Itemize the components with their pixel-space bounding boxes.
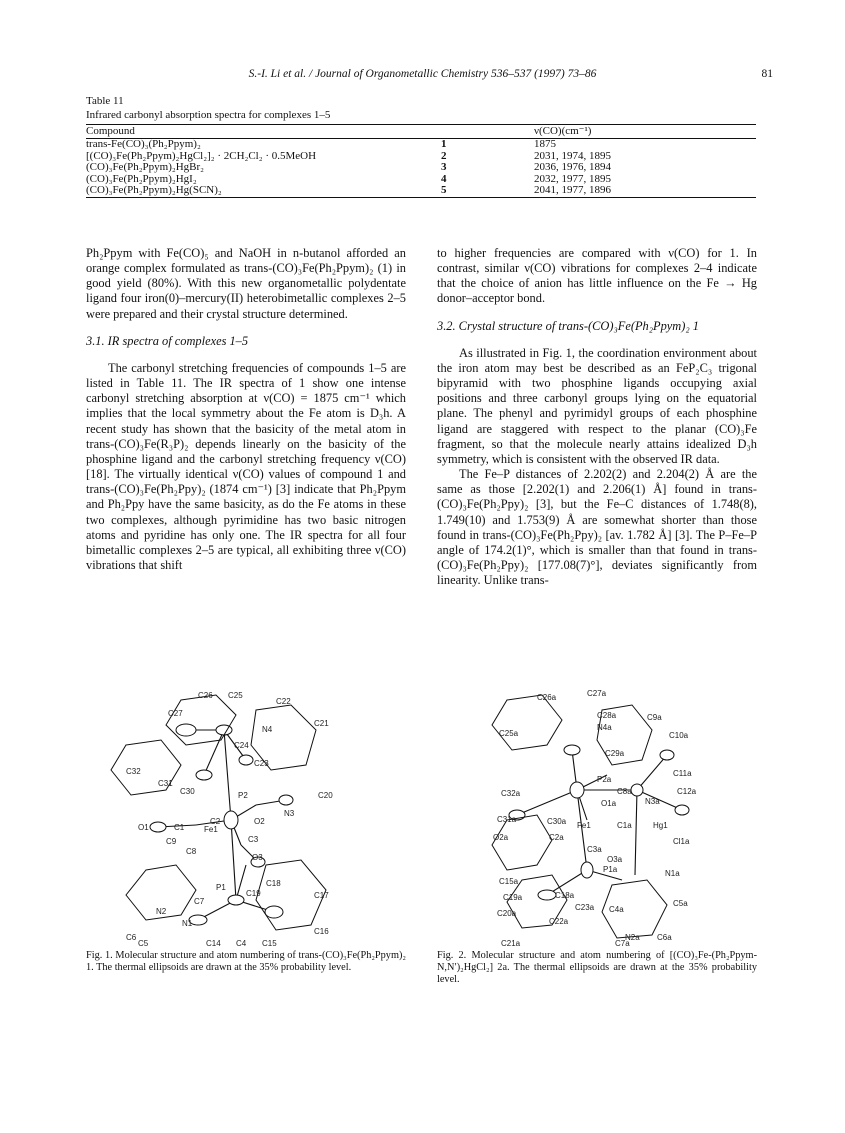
fig1-atom-label: C24 — [234, 741, 249, 750]
table-row — [86, 139, 756, 151]
compound-cell: (CO)₃Fe(Ph₂Ppym)₂Hg(SCN)₂ — [86, 184, 222, 196]
section-heading-3-2: 3.2. Crystal structure of trans-(CO)₃Fe(Ph₂Ppym)₂ 1 — [437, 318, 699, 333]
fig2-atom-label: Cl1a — [673, 837, 690, 846]
fig1-atom-label: P1 — [216, 883, 226, 892]
fig2-atom-label: C30a — [547, 817, 567, 826]
fig1-atom-label: C19 — [246, 889, 261, 898]
atom-labels — [493, 690, 697, 948]
fig1-atom-label: C14 — [206, 939, 221, 948]
fig2-atom-label: C15a — [499, 877, 519, 886]
figure-1-caption: Fig. 1. Molecular structure and atom numbering of trans-(CO)₃Fe(Ph₂Ppym)₂ 1. The thermal ellipsoids are drawn at the 35% probability level. — [86, 950, 406, 973]
fig1-atom-label: C32 — [126, 767, 141, 776]
fig2-atom-label: C1a — [617, 821, 632, 830]
fig2-atom-label: C6a — [657, 933, 672, 942]
fig2-atom-label: C31a — [497, 815, 517, 824]
fig2-atom-label: C21a — [501, 939, 521, 948]
molecular-structure-2a-diagram — [437, 690, 757, 950]
fig1-atom-label: C25 — [228, 691, 243, 700]
page-number: 81 — [761, 68, 773, 80]
section-heading-3-1: 3.1. IR spectra of complexes 1–5 — [86, 333, 249, 348]
fig1-atom-label: C22 — [276, 697, 291, 706]
fig2-atom-label: O2a — [493, 833, 509, 842]
fig1-atom-label: C3 — [248, 835, 259, 844]
fig2-atom-label: C3a — [587, 845, 602, 854]
fig2-atom-label: P2a — [597, 775, 612, 784]
number-cell: 2 — [441, 149, 447, 162]
fig1-atom-label: N2 — [156, 907, 167, 916]
table-caption: Infrared carbonyl absorption spectra for complexes 1–5 — [86, 109, 331, 121]
fig2-atom-label: C25a — [499, 729, 519, 738]
fig1-atom-label: C1 — [174, 823, 185, 832]
fig2-atom-label: C12a — [677, 787, 697, 796]
fig2-atom-label: C8a — [617, 787, 632, 796]
fig1-atom-label: Fe1 — [204, 825, 218, 834]
number-cell: 1 — [441, 138, 447, 150]
page-header — [0, 68, 845, 84]
fig2-atom-label: O3a — [607, 855, 623, 864]
fig1-atom-label: O2 — [254, 817, 265, 826]
left-paragraph-1: Ph₂Ppym with Fe(CO)₅ and NaOH in n-butanol afforded an orange complex formulated as trans-(CO)₃Fe(Ph₂Ppym)₂ (1) in good yield (80%). With this new organometallic polydentate ligand four iron(0)–mercury(II) heterobimetallic complexes 2–5 were prepared and their crystal structure determined. — [86, 246, 406, 321]
header-frequency: ν(CO)(cm⁻¹) — [534, 125, 756, 139]
fig1-atom-label: O3 — [252, 853, 263, 862]
fig2-atom-label: N2a — [625, 933, 640, 942]
fig2-atom-label: C29a — [605, 749, 625, 758]
fig2-atom-label: O1a — [601, 799, 617, 808]
fig1-atom-label: C21 — [314, 719, 329, 728]
right-text-column — [437, 246, 757, 588]
fig2-atom-label: C2a — [549, 833, 564, 842]
fig1-atom-label: C9 — [166, 837, 177, 846]
compound-cell: trans-Fe(CO)₃(Ph₂Ppym)₂ — [86, 138, 201, 150]
fig1-atom-label: C20 — [318, 791, 333, 800]
fig2-atom-label: C11a — [673, 769, 692, 778]
fig1-atom-label: C7 — [194, 897, 205, 906]
table-row — [86, 162, 756, 174]
fig1-atom-label: C18 — [266, 879, 281, 888]
molecular-structure-1-diagram — [86, 690, 406, 950]
number-cell: 4 — [441, 172, 447, 185]
running-title: S.-I. Li et al. / Journal of Organometallic Chemistry 536–537 (1997) 73–86 — [248, 68, 597, 80]
fig2-atom-label: N4a — [597, 723, 612, 732]
number-cell: 5 — [441, 184, 447, 196]
compound-cell: (CO)₃Fe(Ph₂Ppym)₂HgBr₂ — [86, 161, 205, 173]
fig1-atom-label: C23 — [254, 759, 269, 768]
figure-2 — [437, 690, 757, 986]
fig1-atom-label: N4 — [262, 725, 273, 734]
fig2-atom-label: C28a — [597, 711, 617, 720]
fig2-atom-label: C32a — [501, 789, 521, 798]
table-row — [86, 185, 756, 197]
left-paragraph-2: The carbonyl stretching frequencies of compounds 1–5 are listed in Table 11. The IR spectra of 1 show one intense carbonyl stretching absorption at ν(CO) = 1875 cm⁻¹ which implies that the local symmetry about the Fe atom is D₃h. A recent study has shown that the basicity of the metal atom in trans-(CO)₃Fe(R₃P)₂ depends linearly on the basicity of the phosphine ligand and the carbonyl stretching frequency ν(CO) [18]. The virtually identical ν(CO) values of compound 1 and trans-(CO)₃Fe(Ph₂Ppy)₂ (1874 cm⁻¹) [3] indicate that Ph₂Ppym and Ph₂Ppy have the same basicity, as do the Fe atoms in these two complexes, although pyrimidine has two basic nitrogen atoms and pyridine has only one. The IR spectra for all four bimetallic complexes 2–5 are typical, all exhibiting three ν(CO) vibrations that shift — [86, 360, 406, 572]
fig1-atom-label: C5 — [138, 939, 149, 948]
fig1-atom-label: C2 — [210, 817, 221, 826]
fig2-atom-label: C23a — [575, 903, 595, 912]
fig2-atom-label: C7a — [615, 939, 630, 948]
right-paragraph-2: As illustrated in Fig. 1, the coordination environment about the iron atom may best be described as an FeP₂C₃ trigonal bipyramid with two phosphine ligands occupying axial positions and three carbonyl groups lying on the equatorial plane. The phenyl and pyrimidyl groups of each phosphine ligand are staggered with respect to the planar (CO)₃Fe fragment, so that the molecule nearly attains idealized D₃h symmetry, which is consistent with the observed IR data. — [437, 345, 757, 466]
fig1-atom-label: C27 — [168, 709, 183, 718]
header-compound: Compound — [86, 125, 441, 139]
fig2-atom-label: C19a — [503, 893, 523, 902]
fig1-atom-label: C8 — [186, 847, 197, 856]
table-label: Table 11 — [86, 95, 124, 107]
figure-2-caption: Fig. 2. Molecular structure and atom numbering of [(CO)₃Fe-(Ph₂Ppym-N,N′)₂HgCl₂] 2a. The thermal ellipsoids are drawn at the 35% probability level. — [437, 950, 757, 985]
fig2-atom-label: N1a — [665, 869, 680, 878]
fig2-atom-label: C5a — [673, 899, 688, 908]
left-text-column — [86, 246, 406, 573]
figure-1 — [86, 690, 406, 974]
compound-cell: [(CO)₃Fe(Ph₂Ppym)₂HgCl₂]₂ · 2CH₂Cl₂ · 0.5MeOH — [86, 149, 317, 162]
fig1-atom-label: C26 — [198, 691, 213, 700]
fig2-atom-label: C9a — [647, 713, 662, 722]
ring-ellipses — [150, 724, 293, 925]
fig1-atom-label: P2 — [238, 791, 248, 800]
fig2-atom-label: Fe1 — [577, 821, 591, 830]
table-header-row — [86, 125, 756, 139]
fig2-atom-label: C27a — [587, 690, 607, 698]
fig1-atom-label: C4 — [236, 939, 247, 948]
right-paragraph-3: The Fe–P distances of 2.202(2) and 2.204(2) Å are the same as those [2.202(1) and 2.206(1) Å] found in trans-(CO)₃Fe(Ph₂Ppy)₂ [3], but the Fe–C distances of 1.748(8), 1.749(10) and 1.753(9) Å are somewhat shorter than those found in trans-(CO)₃Fe(Ph₂Ppy)₂ [av. 1.782 Å] [3]. The P–Fe–P angle of 174.2(1)°, which is smaller than that found in trans-(CO)₃Fe(Ph₂Ppy)₂ [177.08(7)°], deviates significantly from linearity. Unlike trans- — [437, 467, 757, 588]
fig2-atom-label: C18a — [555, 891, 575, 900]
frequency-cell: 2041, 1977, 1896 — [534, 184, 611, 196]
fig2-atom-label: N3a — [645, 797, 660, 806]
fig2-atom-label: C20a — [497, 909, 517, 918]
frequency-cell: 2032, 1977, 1895 — [534, 172, 611, 185]
fig1-atom-label: N3 — [284, 809, 295, 818]
compound-cell: (CO)₃Fe(Ph₂Ppym)₂HgI₂ — [86, 172, 197, 185]
fig2-atom-label: C4a — [609, 905, 624, 914]
header-number — [441, 125, 534, 139]
fig2-atom-label: C22a — [549, 917, 569, 926]
fig1-atom-label: O1 — [138, 823, 149, 832]
fig2-atom-label: C10a — [669, 731, 689, 740]
fig1-atom-label: N1 — [182, 919, 193, 928]
ir-table — [86, 124, 756, 198]
fig1-atom-label: C15 — [262, 939, 277, 948]
frequency-cell: 2036, 1976, 1894 — [534, 161, 611, 173]
right-paragraph-1: to higher frequencies are compared with ν(CO) for 1. In contrast, similar ν(CO) vibrations for complexes 2–4 indicate that the choice of anion has little influence on the Fe → Hg donor–acceptor bond. — [437, 246, 757, 306]
number-cell: 3 — [441, 161, 447, 173]
frequency-cell: 1875 — [534, 138, 556, 150]
fig1-atom-label: C31 — [158, 779, 173, 788]
fig2-atom-label: P1a — [603, 865, 618, 874]
fig1-atom-label: C16 — [314, 927, 329, 936]
fig1-atom-label: C30 — [180, 787, 195, 796]
ir-table-block — [86, 94, 756, 198]
fig2-atom-label: C26a — [537, 693, 557, 702]
fig1-atom-label: C6 — [126, 933, 137, 942]
fig1-atom-label: C17 — [314, 891, 329, 900]
frequency-cell: 2031, 1974, 1895 — [534, 149, 611, 162]
fig2-atom-label: Hg1 — [653, 821, 668, 830]
